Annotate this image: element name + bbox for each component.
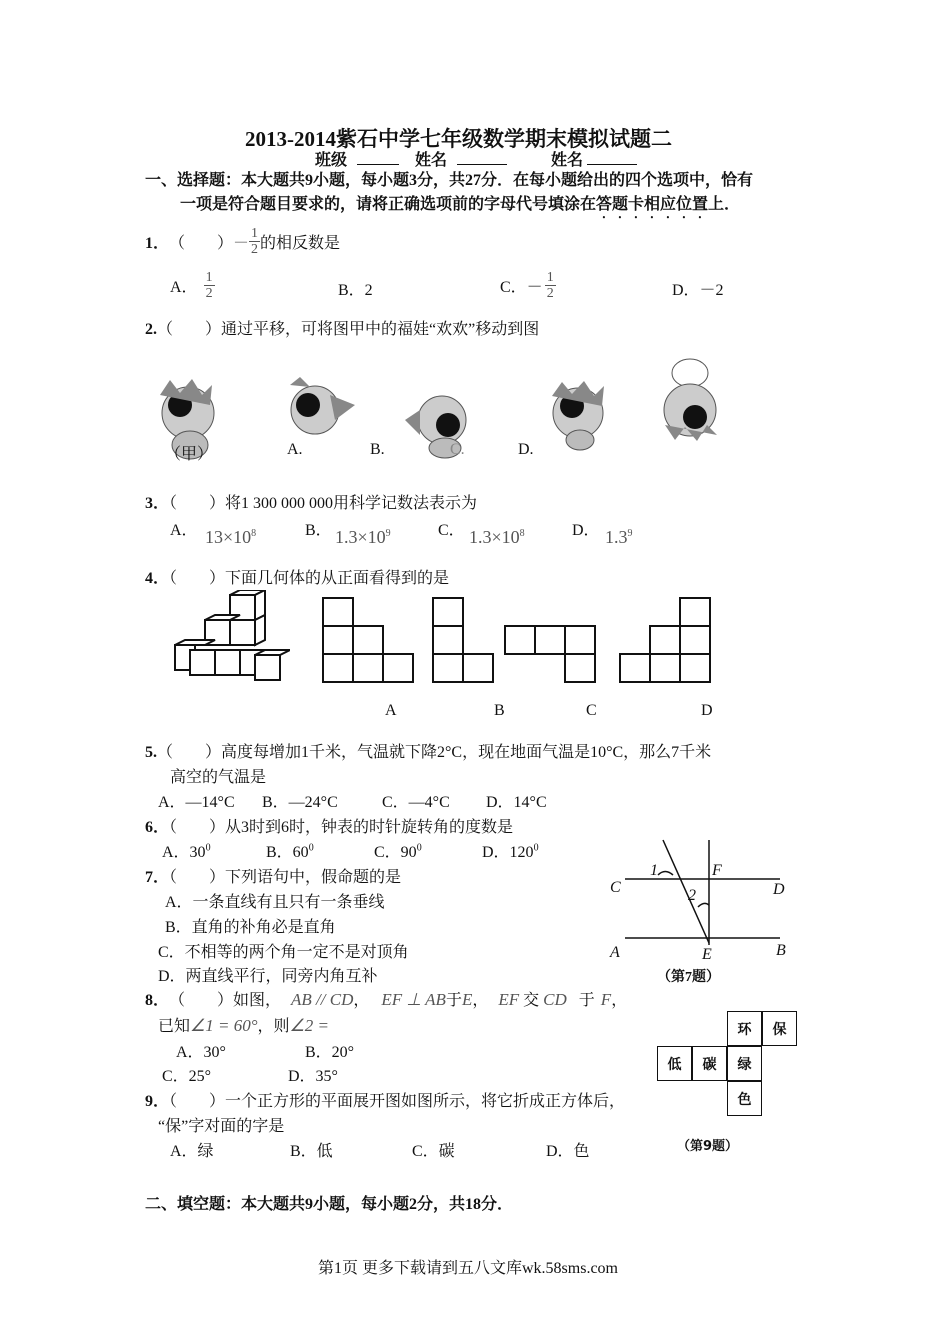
- q7-number: 7．: [145, 869, 170, 886]
- q8-line-2: [158, 1013, 329, 1036]
- q7-text: （ ）下列语句中，假命题的是: [169, 869, 402, 886]
- q6-option-d: D．$120^0$: [482, 842, 539, 861]
- net-cell-se: 色: [727, 1081, 762, 1116]
- q4-option-c-figure: [502, 623, 602, 685]
- q6-option-a: A．$30^0$: [162, 842, 211, 861]
- q8-yu-2: 于: [578, 992, 595, 1009]
- fuwa-d-figure: [540, 378, 620, 453]
- question-7: [145, 864, 401, 887]
- q9-number: 9．: [145, 1093, 170, 1110]
- q1-option-a: A． $\frac{1}{2}$: [170, 270, 213, 301]
- q8-given-math: ∠1 = 60°: [190, 1016, 258, 1035]
- q8-yu: 于: [445, 992, 462, 1009]
- q3-option-b-value: $1.3\times 10^9$: [335, 527, 391, 547]
- q1-minus: －: [233, 235, 250, 252]
- q1-text: 的相反数是: [260, 235, 341, 252]
- q5-option-d: D．14°C: [486, 794, 547, 811]
- q3-option-a-label: A．: [170, 522, 198, 539]
- q8-number: 8．: [145, 992, 170, 1009]
- fuwa-a-figure: [280, 375, 360, 445]
- q8-then-math: ∠2 =: [289, 1016, 330, 1035]
- net-cell-di: 低: [657, 1046, 692, 1081]
- q4-option-b-figure: [430, 595, 500, 685]
- q7-option-d: D．两直线平行，同旁内角互补: [158, 968, 378, 985]
- q9-option-c: C．碳: [412, 1143, 455, 1160]
- q9-option-b: B．低: [290, 1143, 333, 1160]
- q2-label-a: A.: [287, 441, 303, 458]
- name-blank: [457, 164, 507, 165]
- q5-option-b: B．—24°C: [262, 794, 338, 811]
- question-1: [145, 226, 340, 257]
- q6-number: 6．: [145, 819, 170, 836]
- q4-label-b: B: [494, 702, 505, 719]
- net-cell-tan: 碳: [692, 1046, 727, 1081]
- net-cell-huan: 环: [727, 1011, 762, 1046]
- q8-given-label: 已知: [158, 1018, 191, 1035]
- q7-label-f: F: [712, 862, 722, 879]
- q2-label-jia: （甲）: [165, 446, 214, 463]
- q8-sep-2: ，: [472, 992, 489, 1009]
- q8-option-a: A．30°: [176, 1044, 226, 1061]
- page-title: 2013-2014紫石中学七年级数学期末模拟试题二: [245, 127, 672, 151]
- question-9: [145, 1088, 625, 1111]
- question-5: [145, 739, 711, 762]
- question-4: [145, 565, 449, 588]
- q8-jiao: 交: [523, 992, 540, 1009]
- name-label: 姓名: [415, 152, 448, 169]
- q7-option-b: B．直角的补角必是直角: [165, 919, 336, 936]
- q2-text: （ ）通过平移，可将图甲中的福娃“欢欢”移动到图: [157, 321, 540, 338]
- q4-label-c: C: [586, 702, 597, 719]
- q1-option-c: C．－ $\frac{1}{2}$: [500, 270, 554, 301]
- q2-label-c: C.: [450, 441, 465, 458]
- name-blank-2: [587, 164, 637, 165]
- q6-text: （ ）从3时到6时，钟表的时针旋转角的度数是: [169, 819, 514, 836]
- q9-caption: （第9题）: [677, 1139, 739, 1154]
- q8-math-4: EF: [498, 990, 520, 1009]
- section1-line2-end: 上．: [708, 196, 741, 213]
- question-6: [145, 814, 513, 837]
- q2-number: 2.: [145, 321, 157, 338]
- q3-text: （ ）将1 300 000 000用科学记数法表示为: [169, 495, 478, 512]
- q4-option-a-figure: [320, 595, 420, 685]
- section1-line1: 一、选择题：本大题共9小题，每小题3分，共27分．在每小题给出的四个选项中，恰有: [145, 172, 754, 189]
- fuwa-extra-figure: [655, 355, 725, 445]
- q3-option-a-value: $13\times 10^8$: [205, 527, 257, 547]
- q3-number: 3．: [145, 495, 170, 512]
- q1-number: 1．: [145, 235, 170, 252]
- q7-label-e: E: [702, 946, 712, 963]
- q5-number: 5.: [145, 744, 157, 761]
- q9-option-d: D．色: [546, 1143, 590, 1160]
- q8-option-c: C．25°: [162, 1068, 212, 1085]
- q3-option-b-label: B．: [305, 522, 332, 539]
- q4-text: （ ）下面几何体的从正面看得到的是: [169, 570, 450, 587]
- q8-text: （ ）如图，: [169, 992, 282, 1009]
- q7-label-c: C: [610, 879, 621, 896]
- q8-math-2: EF ⊥ AB: [381, 990, 446, 1009]
- q7-label-1: 1: [650, 862, 658, 879]
- q6-option-b: B．$60^0$: [266, 842, 314, 861]
- q8-then-label: ，则: [257, 1018, 290, 1035]
- q9-text: （ ）一个正方形的平面展开图如图所示，将它折成正方体后，: [169, 1093, 626, 1110]
- q8-math-6: F: [600, 990, 612, 1009]
- q7-option-c: C．不相等的两个角一定不是对顶角: [158, 944, 409, 961]
- q7-label-d: D: [773, 881, 785, 898]
- q4-number: 4．: [145, 570, 170, 587]
- q5-text-line2: 高空的气温是: [170, 769, 267, 786]
- q7-option-a: A．一条直线有且只有一条垂线: [165, 894, 385, 911]
- q1-option-b: B．2: [338, 282, 373, 299]
- q9-option-a: A．绿: [170, 1143, 214, 1160]
- q3-option-c-label: C．: [438, 522, 465, 539]
- q3-option-c-value: $1.3\times 10^8$: [469, 527, 525, 547]
- q4-label-d: D: [701, 702, 713, 719]
- q7-label-2: 2: [688, 887, 696, 904]
- q7-caption: （第7题）: [657, 970, 720, 985]
- q8-sep-1: ，: [353, 992, 370, 1009]
- q6-option-c: C．$90^0$: [374, 842, 422, 861]
- section1-emphasis: 答题卡相应位置: [596, 196, 709, 213]
- q4-option-d-figure: [617, 595, 717, 685]
- fuwa-b-figure: [400, 390, 480, 460]
- name-label-2: 姓名: [551, 152, 584, 169]
- net-cell-lv: 绿: [727, 1046, 762, 1081]
- class-label: 班级: [315, 152, 348, 169]
- q3-option-d-label: D．: [572, 522, 600, 539]
- q5-text: （ ）高度每增加1千米，气温就下降2°C，现在地面气温是10°C，那么7千米: [157, 744, 712, 761]
- q8-sep-3: ，: [611, 992, 628, 1009]
- q8-math-1: AB // CD: [291, 990, 354, 1009]
- cube-solid-figure: [170, 590, 290, 690]
- q1-paren: （ ）: [169, 235, 234, 252]
- page-footer: 第1页 更多下载请到五八文库wk.58sms.com: [318, 1260, 619, 1277]
- q5-option-a: A．—14°C: [158, 794, 235, 811]
- q8-option-d: D．35°: [288, 1068, 338, 1085]
- q2-label-d: D.: [518, 441, 534, 458]
- section1-line2-text: 一项是符合题目要求的，请将正确选项前的字母代号填涂在: [180, 196, 597, 213]
- question-8: [145, 987, 627, 1010]
- section2-heading: 二、填空题：本大题共9小题，每小题2分，共18分．: [145, 1196, 514, 1213]
- q8-option-b: B．20°: [305, 1044, 355, 1061]
- net-cell-bao: 保: [762, 1011, 797, 1046]
- question-3: [145, 490, 477, 513]
- q3-option-d-value: $1.3^9$: [605, 527, 633, 547]
- class-blank: [357, 164, 399, 165]
- q9-text-line2: “保”字对面的字是: [158, 1118, 285, 1135]
- q7-label-b: B: [776, 942, 786, 959]
- q7-label-a: A: [610, 944, 620, 961]
- q2-label-b: B.: [370, 441, 385, 458]
- q4-label-a: A: [385, 702, 397, 719]
- q8-math-3: E: [461, 990, 473, 1009]
- question-2: [145, 316, 539, 339]
- q8-math-5: CD: [543, 990, 567, 1009]
- q1-fraction: $\frac{1}{2}$: [251, 226, 259, 257]
- q1-option-d: D．－2: [672, 282, 724, 299]
- section1-line2: [180, 191, 740, 222]
- q5-option-c: C．—4°C: [382, 794, 450, 811]
